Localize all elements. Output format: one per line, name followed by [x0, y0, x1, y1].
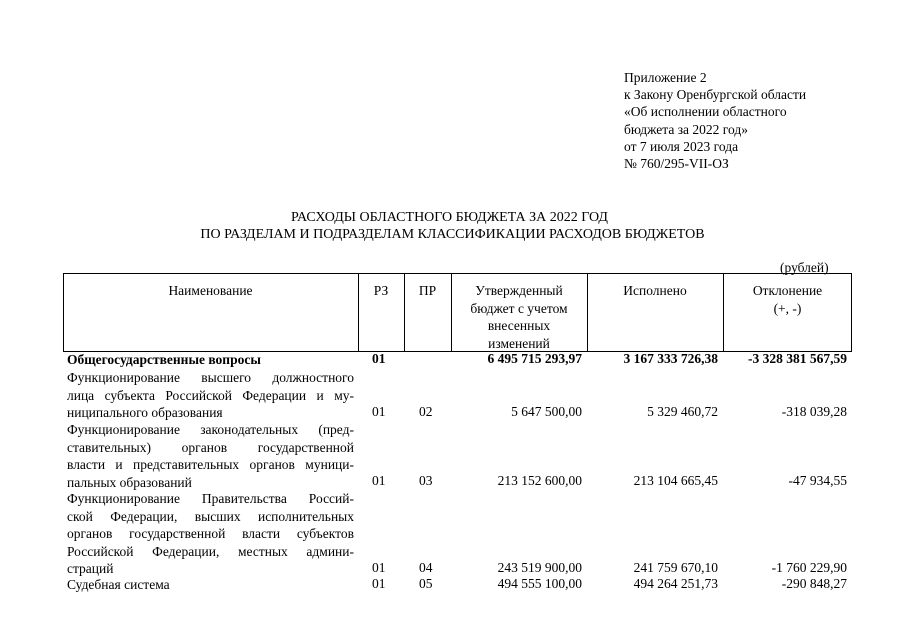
- row-name-line: Общегосударственные вопросы: [67, 352, 261, 367]
- appendix-line: к Закону Оренбургской области: [624, 87, 807, 103]
- header-deviation-line: Отклонение: [752, 283, 823, 298]
- row-pr: 04: [419, 560, 433, 575]
- row-deviation: -318 039,28: [781, 404, 847, 419]
- row-name-line: пальных образований: [67, 474, 192, 490]
- row-name: [67, 351, 354, 369]
- row-name-line: Функционирование Правительства Россий-: [67, 491, 354, 506]
- row-name-line: Функционирование высшего должностного: [67, 370, 354, 385]
- row-deviation: -47 934,55: [788, 473, 847, 488]
- header-deviation: [723, 282, 852, 317]
- row-approved: 6 495 715 293,97: [487, 351, 582, 366]
- header-approved-line: изменений: [488, 335, 550, 351]
- row-name-line: власти и представительных органов муници-: [67, 457, 354, 473]
- appendix-block: [624, 69, 806, 172]
- row-name-line: лица субъекта Российской Федерации и му-: [67, 387, 354, 403]
- header-deviation-line: (+, -): [773, 300, 802, 316]
- row-deviation: -3 328 381 567,59: [748, 351, 847, 366]
- row-approved: 5 647 500,00: [511, 404, 582, 419]
- row-name-line: Российской Федерации, местных админи-: [67, 543, 354, 559]
- appendix-line: от 7 июля 2023 года: [624, 138, 739, 154]
- row-rz: 01: [372, 473, 386, 488]
- appendix-line: «Об исполнении областного: [624, 104, 787, 120]
- row-name: [67, 576, 354, 594]
- row-name-line: страций: [67, 561, 114, 577]
- row-deviation: -1 760 229,90: [771, 560, 847, 575]
- appendix-line: бюджета за 2022 год»: [624, 121, 748, 137]
- row-pr: 03: [419, 473, 433, 488]
- row-pr: 05: [419, 576, 433, 591]
- row-rz: 01: [372, 404, 386, 419]
- header-approved-line: бюджет с учетом: [470, 300, 568, 316]
- row-name: [67, 421, 354, 491]
- document-title-line1: РАСХОДЫ ОБЛАСТНОГО БЮДЖЕТА ЗА 2022 ГОД: [291, 210, 608, 225]
- row-name: [67, 490, 354, 578]
- row-executed: 213 104 665,45: [633, 473, 718, 488]
- row-pr: 02: [419, 404, 433, 419]
- row-approved: 494 555 100,00: [497, 576, 582, 591]
- row-executed: 5 329 460,72: [647, 404, 718, 419]
- row-approved: 213 152 600,00: [497, 473, 582, 488]
- row-executed: 3 167 333 726,38: [623, 351, 718, 366]
- header-pr: ПР: [418, 283, 437, 298]
- header-rz: РЗ: [373, 283, 389, 298]
- document-title-line2: ПО РАЗДЕЛАМ И ПОДРАЗДЕЛАМ КЛАССИФИКАЦИИ РАСХОДОВ БЮДЖЕТОВ: [200, 227, 705, 242]
- appendix-line: № 760/295-VII-ОЗ: [624, 156, 729, 172]
- row-name: [67, 369, 354, 422]
- row-executed: 494 264 251,73: [633, 576, 718, 591]
- unit-label: (рублей): [780, 260, 829, 275]
- row-name-line: органов государственной власти субъектов: [67, 526, 354, 542]
- header-approved-line: внесенных: [487, 318, 551, 334]
- row-name-line: ниципального образования: [67, 405, 223, 421]
- row-name-line: ской Федерации, высших исполнительных: [67, 508, 354, 524]
- header-approved-line: Утвержденный: [475, 283, 563, 298]
- row-deviation: -290 848,27: [781, 576, 847, 591]
- row-name-line: Функционирование законодательных (пред-: [67, 422, 354, 437]
- row-name-line: Судебная система: [67, 577, 170, 592]
- header-approved: [451, 282, 587, 352]
- appendix-line: Приложение 2: [624, 70, 707, 85]
- row-rz: 01: [372, 576, 386, 591]
- row-executed: 241 759 670,10: [633, 560, 718, 575]
- row-name-line: ставительных) органов государственной: [67, 439, 354, 455]
- row-rz: 01: [372, 351, 386, 366]
- row-approved: 243 519 900,00: [497, 560, 582, 575]
- row-rz: 01: [372, 560, 386, 575]
- header-executed: Исполнено: [623, 283, 687, 298]
- header-name: Наименование: [168, 283, 253, 298]
